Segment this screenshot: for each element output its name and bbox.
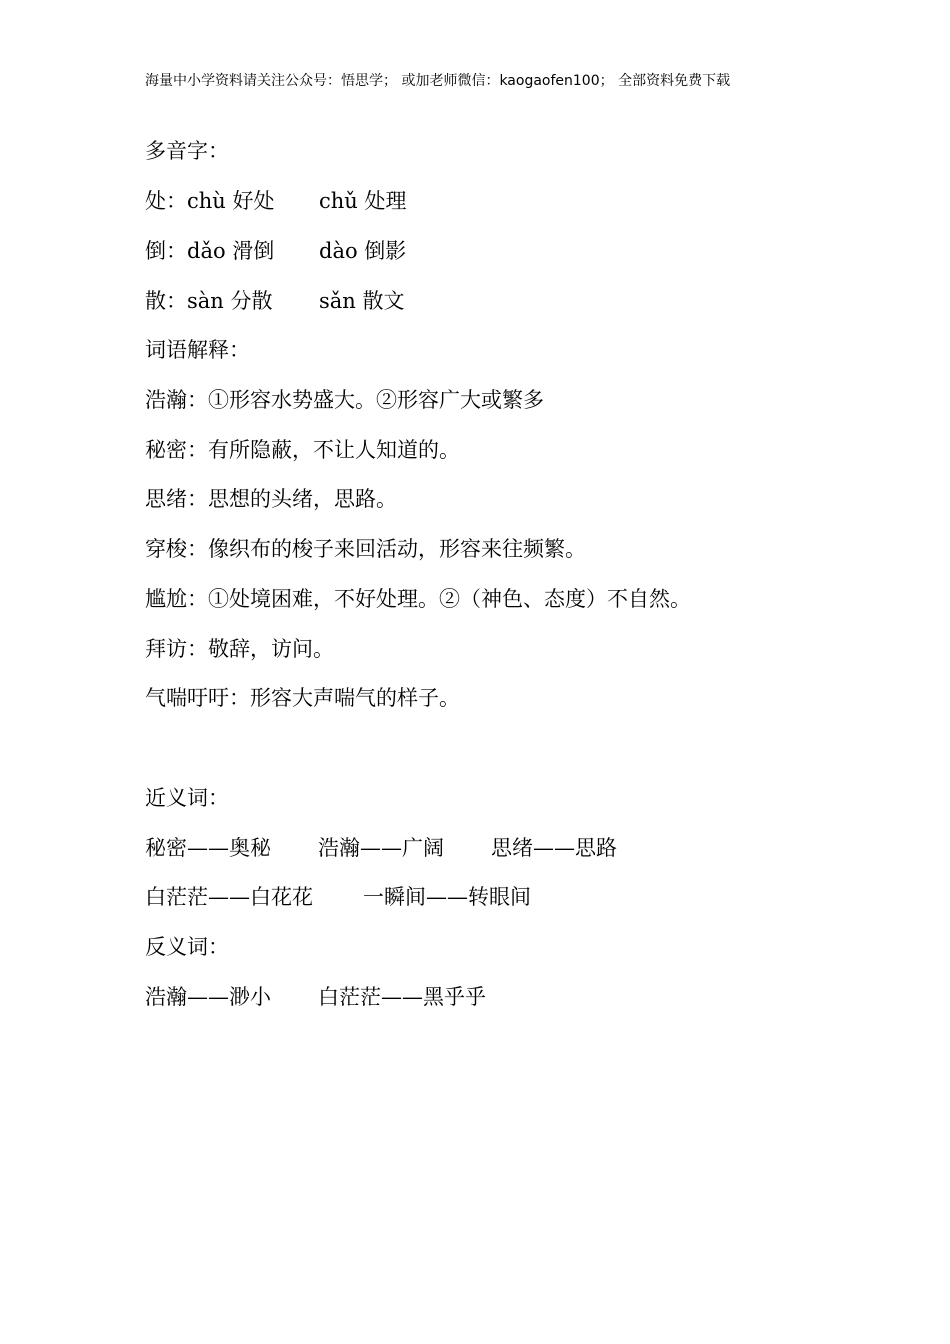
explanation-item: 秘密：有所隐蔽，不让人知道的。 — [145, 438, 460, 462]
polyphone-reading: dào 倒影 — [319, 239, 407, 263]
word-pair: 一瞬间——转眼间 — [363, 885, 531, 909]
polyphone-char: 散： — [145, 289, 187, 313]
word-pair: 思绪——思路 — [491, 836, 617, 860]
section-title-polyphone: 多音字： — [145, 139, 229, 163]
section-title-antonyms: 反义词： — [145, 935, 229, 959]
explanation-item: 思绪：思想的头绪，思路。 — [145, 487, 397, 511]
polyphone-reading: chù 好处 — [187, 189, 275, 213]
word-pair: 秘密——奥秘 — [145, 836, 271, 860]
polyphone-reading: sàn 分散 — [187, 289, 273, 313]
explanation-item: 穿梭：像织布的梭子来回活动，形容来往频繁。 — [145, 537, 586, 561]
section-title-synonyms: 近义词： — [145, 786, 229, 810]
section-title-explanations: 词语解释： — [145, 338, 250, 362]
polyphone-reading: dǎo 滑倒 — [187, 239, 275, 263]
explanation-item: 尴尬：①处境困难，不好处理。②（神色、态度）不自然。 — [145, 587, 691, 611]
explanation-item: 拜访：敬辞，访问。 — [145, 637, 334, 661]
explanation-item: 气喘吁吁：形容大声喘气的样子。 — [145, 686, 460, 710]
polyphone-char: 倒： — [145, 239, 187, 263]
polyphone-row — [145, 237, 406, 265]
explanation-item: 浩瀚：①形容水势盛大。②形容广大或繁多 — [145, 388, 544, 412]
word-pair: 白茫茫——黑乎乎 — [318, 985, 486, 1009]
antonym-row — [145, 983, 486, 1011]
word-pair: 白茫茫——白花花 — [145, 885, 313, 909]
synonym-row — [145, 834, 617, 862]
polyphone-reading: sǎn 散文 — [319, 289, 405, 313]
polyphone-row — [145, 287, 405, 315]
polyphone-char: 处： — [145, 189, 187, 213]
polyphone-reading: chǔ 处理 — [319, 189, 407, 213]
word-pair: 浩瀚——渺小 — [145, 985, 271, 1009]
page-header-notice: 海量中小学资料请关注公众号：悟思学； 或加老师微信：kaogaofen100； 全部资料免费下载 — [145, 73, 731, 89]
word-pair: 浩瀚——广阔 — [318, 836, 444, 860]
polyphone-row — [145, 187, 407, 215]
synonym-row — [145, 883, 531, 911]
